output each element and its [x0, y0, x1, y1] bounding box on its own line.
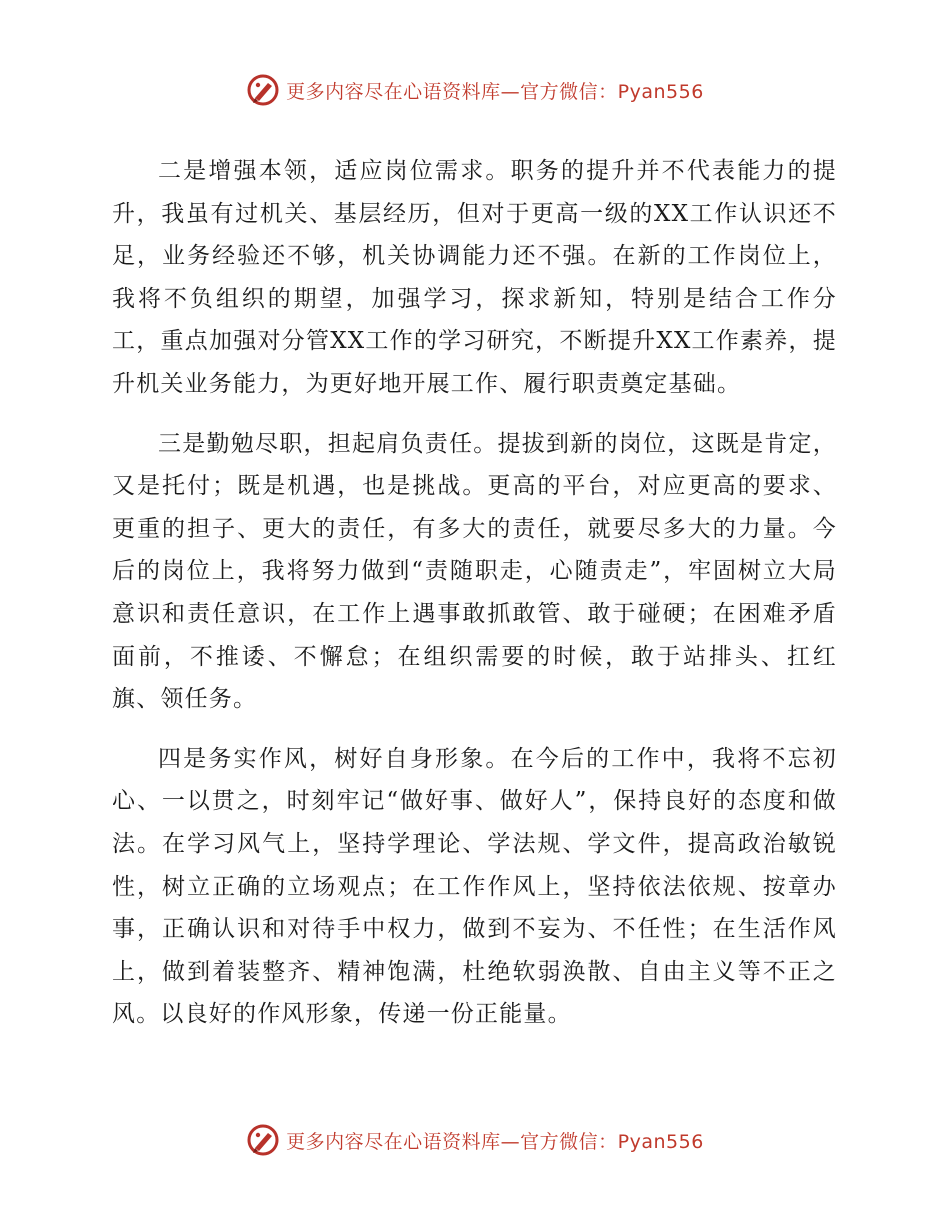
- paragraph: 二是增强本领，适应岗位需求。职务的提升并不代表能力的提升，我虽有过机关、基层经历，但对于更高一级的XX工作认识还不足，业务经验还不够，机关协调能力还不强。在新的工作岗位上，我将不负组织的期望，加强学习，探求新知，特别是结合工作分工，重点加强对分管XX工作的学习研究，不断提升XX工作素养，提升机关业务能力，为更好地开展工作、履行职责奠定基础。: [112, 158, 837, 397]
- pen-logo-icon: [246, 73, 280, 107]
- header-banner: [0, 70, 950, 110]
- document-body: [112, 150, 837, 1053]
- header-brand-text: 更多内容尽在心语资料库—官方微信：Pyan556: [286, 80, 704, 103]
- footer-brand-text: 更多内容尽在心语资料库—官方微信：Pyan556: [286, 1130, 704, 1153]
- footer-banner: [0, 1120, 950, 1160]
- pen-logo-icon: [246, 1123, 280, 1157]
- paragraph: 四是务实作风，树好自身形象。在今后的工作中，我将不忘初心、一以贯之，时刻牢记“做好事、做好人”，保持良好的态度和做法。在学习风气上，坚持学理论、学法规、学文件，提高政治敏锐性，树立正确的立场观点；在工作作风上，坚持依法依规、按章办事，正确认识和对待手中权力，做到不妄为、不任性；在生活作风上，做到着装整齐、精神饱满，杜绝软弱涣散、自由主义等不正之风。以良好的作风形象，传递一份正能量。: [112, 745, 837, 1028]
- paragraph: 三是勤勉尽职，担起肩负责任。提拔到新的岗位，这既是肯定，又是托付；既是机遇，也是挑战。更高的平台，对应更高的要求、更重的担子、更大的责任，有多大的责任，就要尽多大的力量。今后的岗位上，我将努力做到“责随职走，心随责走”，牢固树立大局意识和责任意识，在工作上遇事敢抓敢管、敢于碰硬；在困难矛盾面前，不推诿、不懈怠；在组织需要的时候，敢于站排头、扛红旗、领任务。: [112, 430, 837, 713]
